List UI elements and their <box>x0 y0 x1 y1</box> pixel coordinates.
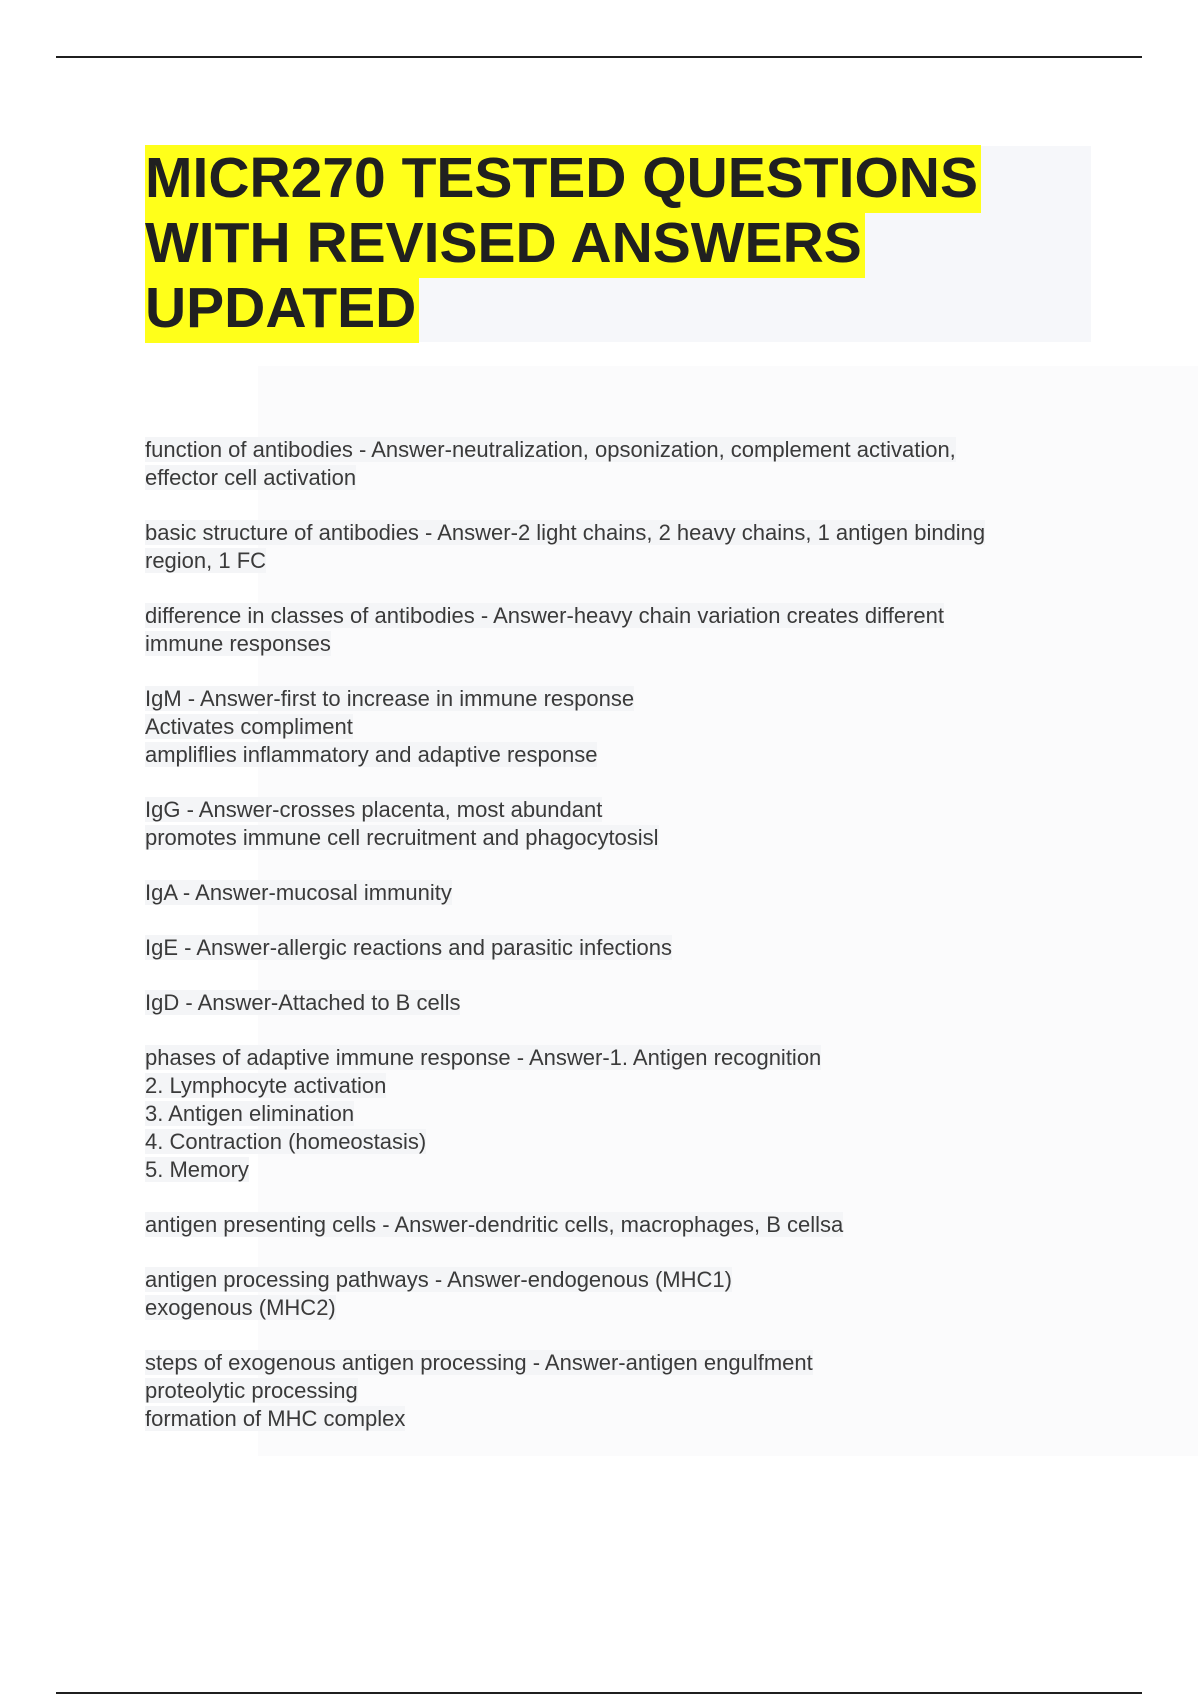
qa-line-text: IgE - Answer-allergic reactions and parasitic infections <box>145 935 673 960</box>
qa-line-text: antigen processing pathways - Answer-endogenous (MHC1) <box>145 1267 732 1292</box>
qa-answer-line <box>145 1405 1095 1433</box>
qa-item <box>145 602 1095 658</box>
qa-line-text: IgA - Answer-mucosal immunity <box>145 880 452 905</box>
qa-question-line <box>145 989 1095 1017</box>
qa-question-line <box>145 796 1095 824</box>
qa-line-text: 4. Contraction (homeostasis) <box>145 1129 427 1154</box>
qa-question-line <box>145 1211 1095 1239</box>
qa-question-line <box>145 436 1095 464</box>
qa-line-text: 2. Lymphocyte activation <box>145 1073 387 1098</box>
qa-line-text: antigen presenting cells - Answer-dendritic cells, macrophages, B cellsa <box>145 1212 844 1237</box>
qa-answer-line <box>145 1377 1095 1405</box>
qa-answer-line <box>145 1072 1095 1100</box>
qa-line-text: region, 1 FC <box>145 548 267 573</box>
top-rule <box>56 56 1142 58</box>
qa-answer-line <box>145 741 1095 769</box>
qa-line-text: ampliflies inflammatory and adaptive response <box>145 742 598 767</box>
qa-line-text: difference in classes of antibodies - Answer-heavy chain variation creates different <box>145 603 944 628</box>
qa-question-line <box>145 602 1095 630</box>
qa-answer-line <box>145 824 1095 852</box>
qa-line-text: 3. Antigen elimination <box>145 1101 355 1126</box>
qa-line-text: 5. Memory <box>145 1157 249 1182</box>
qa-line-text: IgG - Answer-crosses placenta, most abundant <box>145 797 603 822</box>
qa-line-text: Activates compliment <box>145 714 353 739</box>
qa-item <box>145 1044 1095 1184</box>
qa-item <box>145 796 1095 852</box>
qa-line-text: phases of adaptive immune response - Answer-1. Antigen recognition <box>145 1045 822 1070</box>
bottom-rule <box>56 1692 1142 1694</box>
qa-answer-line <box>145 1100 1095 1128</box>
qa-line-text: steps of exogenous antigen processing - Answer-antigen engulfment <box>145 1350 813 1375</box>
qa-question-line <box>145 685 1095 713</box>
qa-line-text: function of antibodies - Answer-neutralization, opsonization, complement activation, <box>145 437 956 462</box>
qa-line-text: IgD - Answer-Attached to B cells <box>145 990 461 1015</box>
qa-item <box>145 934 1095 962</box>
qa-question-line <box>145 1044 1095 1072</box>
qa-answer-line <box>145 547 1095 575</box>
qa-line-text: promotes immune cell recruitment and phagocytosisl <box>145 825 659 850</box>
qa-item <box>145 989 1095 1017</box>
qa-item <box>145 436 1095 492</box>
qa-item <box>145 1349 1095 1433</box>
document-title <box>145 146 1091 341</box>
qa-line-text: immune responses <box>145 631 331 656</box>
qa-item <box>145 519 1095 575</box>
qa-question-line <box>145 879 1095 907</box>
qa-answer-line <box>145 464 1095 492</box>
qa-line-text: formation of MHC complex <box>145 1406 406 1431</box>
qa-line-text: effector cell activation <box>145 465 357 490</box>
qa-answer-line <box>145 713 1095 741</box>
qa-line-text: basic structure of antibodies - Answer-2 light chains, 2 heavy chains, 1 antigen binding <box>145 520 986 545</box>
qa-line-text: IgM - Answer-first to increase in immune response <box>145 686 635 711</box>
qa-answer-line <box>145 1294 1095 1322</box>
qa-line-text: exogenous (MHC2) <box>145 1295 336 1320</box>
qa-item <box>145 685 1095 769</box>
question-answer-list <box>145 436 1095 1460</box>
qa-line-text: proteolytic processing <box>145 1378 358 1403</box>
qa-item <box>145 879 1095 907</box>
qa-question-line <box>145 934 1095 962</box>
qa-question-line <box>145 519 1095 547</box>
qa-answer-line <box>145 1156 1095 1184</box>
qa-answer-line <box>145 1128 1095 1156</box>
title-highlight: MICR270 TESTED QUESTIONS WITH REVISED ANSWERS UPDATED <box>145 145 981 343</box>
qa-question-line <box>145 1266 1095 1294</box>
qa-item <box>145 1266 1095 1322</box>
qa-item <box>145 1211 1095 1239</box>
qa-answer-line <box>145 630 1095 658</box>
title-block <box>145 146 1091 342</box>
qa-question-line <box>145 1349 1095 1377</box>
